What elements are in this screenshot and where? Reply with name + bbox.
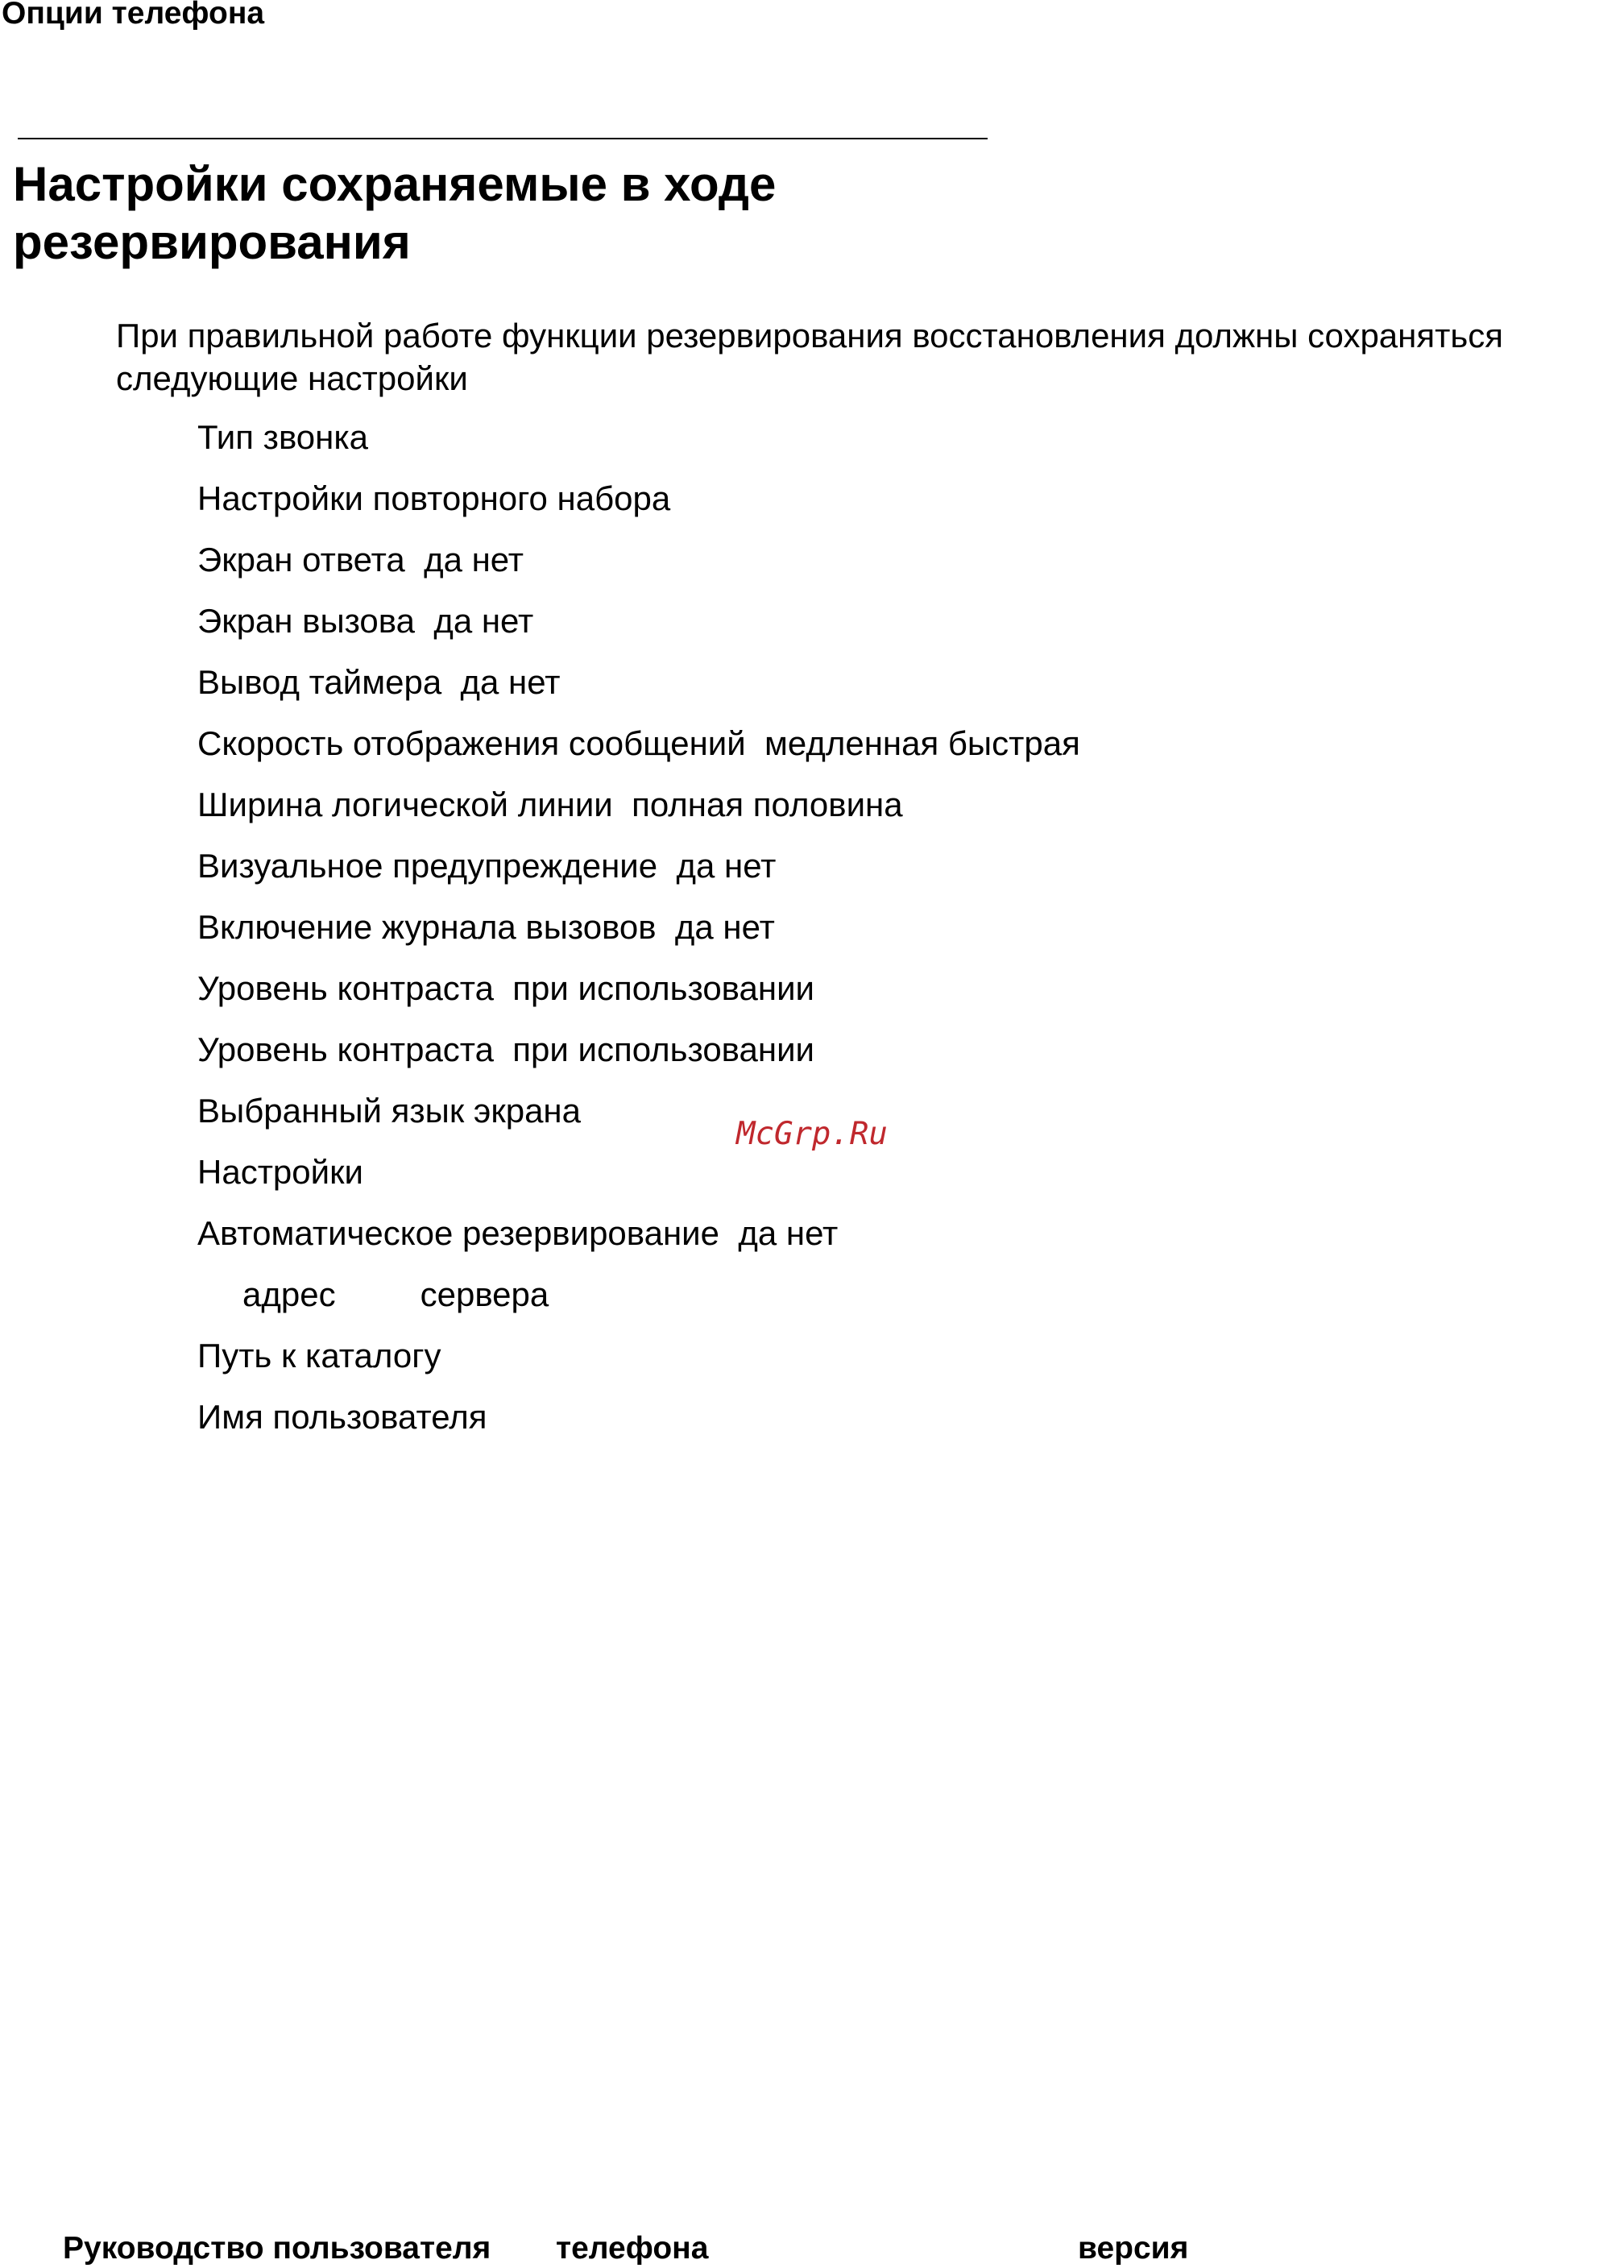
settings-list-item-server-address: адрес сервера bbox=[242, 1275, 549, 1313]
footer-guide-title: Руководство пользователя bbox=[63, 2231, 491, 2266]
watermark: McGrp.Ru bbox=[736, 1116, 888, 1152]
settings-list-item: Уровень контраста при использовании bbox=[197, 1030, 814, 1068]
settings-list-item: Экран вызова да нет bbox=[197, 602, 534, 640]
settings-list-item: Настройки bbox=[197, 1153, 363, 1191]
settings-list-item: Визуальное предупреждение да нет bbox=[197, 847, 777, 885]
section-title: Настройки сохраняемые в ходе резервирования bbox=[13, 157, 777, 269]
settings-list-item: Ширина логической линии полная половина bbox=[197, 786, 903, 823]
settings-list-item: Путь к каталогу bbox=[197, 1337, 441, 1374]
settings-list-item: Скорость отображения сообщений медленная быстрая bbox=[197, 724, 1080, 762]
settings-list-item: Выбранный язык экрана bbox=[197, 1092, 581, 1130]
settings-list-item: Включение журнала вызовов да нет bbox=[197, 908, 775, 946]
settings-list bbox=[197, 417, 1080, 1457]
footer-phone-label: телефона bbox=[556, 2231, 709, 2266]
settings-list-item: Тип звонка bbox=[197, 418, 368, 456]
settings-list-item: Уровень контраста при использовании bbox=[197, 969, 814, 1007]
settings-list-item: Настройки повторного набора bbox=[197, 479, 671, 517]
settings-list-item: Вывод таймера да нет bbox=[197, 663, 561, 701]
footer-version-label: версия bbox=[1078, 2231, 1189, 2266]
settings-list-item: Имя пользователя bbox=[197, 1398, 487, 1436]
settings-list-item: Экран ответа да нет bbox=[197, 541, 524, 578]
header-rule bbox=[18, 138, 988, 139]
intro-paragraph: При правильной работе функции резервирования восстановления должны сохраняться следующие настройки bbox=[116, 317, 1503, 397]
running-header: Опции телефона bbox=[2, 0, 265, 31]
settings-list-item: Автоматическое резервирование да нет bbox=[197, 1214, 839, 1252]
